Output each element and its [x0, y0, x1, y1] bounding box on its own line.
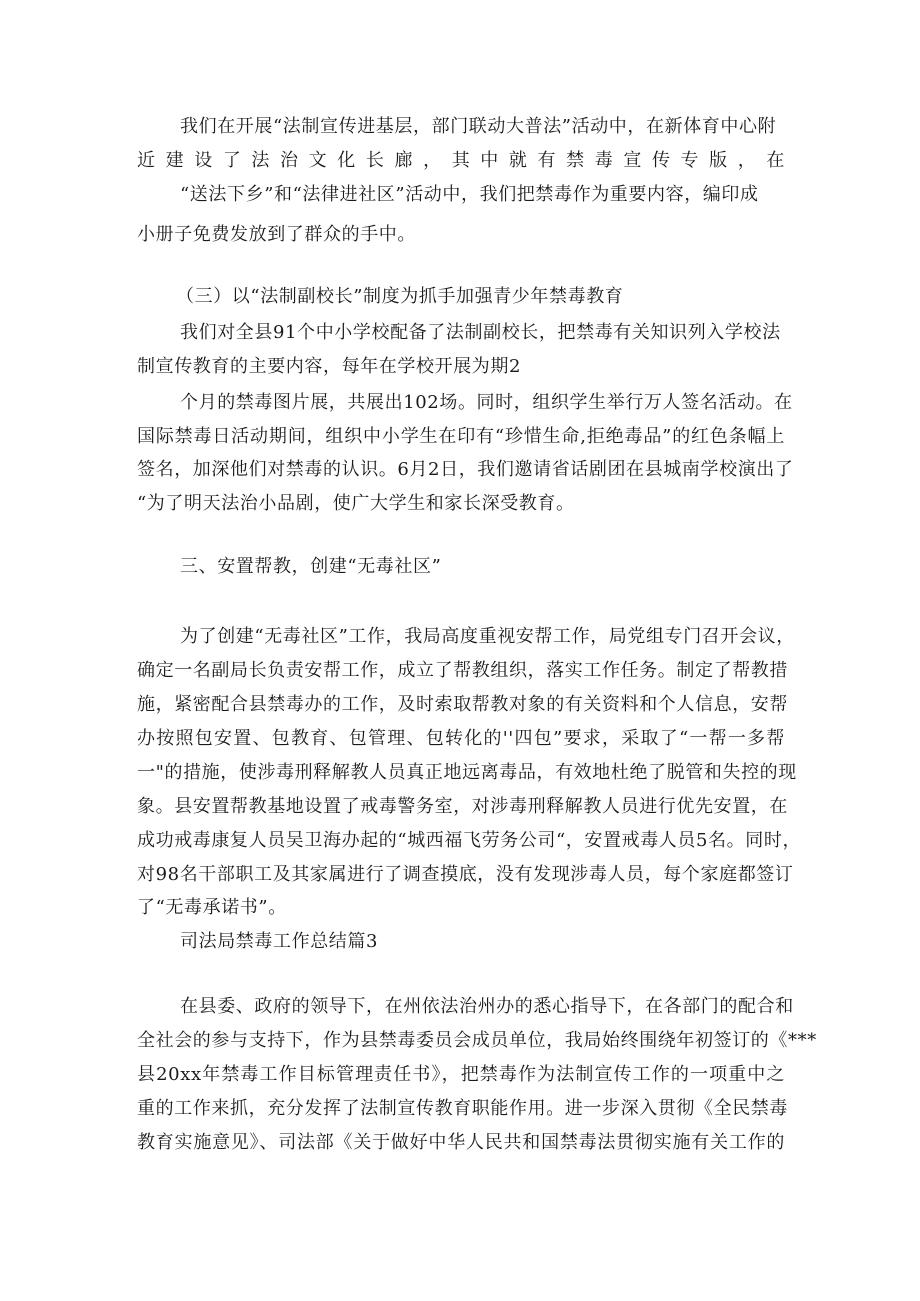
text-line: 施，紧密配合县禁毒办的工作，及时索取帮教对象的有关资料和个人信息，安帮	[137, 694, 788, 715]
text-line: 签名，加深他们对禁毒的认识。6月2日，我们邀请省话剧团在县城南学校演出了	[137, 459, 794, 480]
text-line: 重的工作来抓，充分发挥了法制宣传教育职能作用。进一步深入贯彻《全民禁毒	[137, 1098, 788, 1119]
text-line: 在县委、政府的领导下，在州依法治州办的悉心指导下，在各部门的配合和	[180, 996, 794, 1017]
text-line: 为了创建“无毒社区”工作，我局高度重视安帮工作，局党组专门召开会议，	[180, 626, 795, 647]
text-line: 县20xx年禁毒工作目标管理责任书》，把禁毒作为法制宣传工作的一项重中之	[137, 1064, 785, 1085]
text-line: 我们在开展“法制宣传进基层，部门联动大普法”活动中，在新体育中心附	[180, 116, 777, 137]
text-line: 办按照包安置、包教育、包管理、包转化的''四包”要求，采取了“一帮一多帮	[137, 728, 785, 749]
text-line: 确定一名副局长负责安帮工作，成立了帮教组织，落实工作任务。制定了帮教措	[137, 660, 788, 681]
section-heading: （三）以“法制副校长”制度为抓手加强青少年禁毒教育	[176, 286, 624, 307]
text-line: “为了明天法治小品剧，使广大学生和家长深受教育。	[137, 493, 575, 514]
section-heading: 三、安置帮教，创建“无毒社区”	[180, 556, 442, 577]
text-line: 全社会的参与支持下，作为县禁毒委员会成员单位，我局始终围绕年初签订的《***	[137, 1030, 817, 1051]
text-line: 近建设了法治文化长廊，其中就有禁毒宣传专版，在	[137, 150, 785, 171]
text-line: 象。县安置帮教基地设置了戒毒警务室，对涉毒刑释解教人员进行优先安置，在	[137, 796, 788, 817]
section-heading: 司法局禁毒工作总结篇3	[180, 931, 379, 952]
text-line: 了“无毒承诺书”。	[137, 897, 287, 918]
text-line: 教育实施意见》、司法部《关于做好中华人民共和国禁毒法贯彻实施有关工作的	[137, 1132, 785, 1153]
text-line: 成功戒毒康复人员吴卫海办起的“城西福飞劳务公司“，安置戒毒人员5名。同时，	[137, 830, 802, 851]
text-line: 国际禁毒日活动期间，组织中小学生在印有“珍惜生命,拒绝毒品”的红色条幅上	[137, 426, 785, 447]
text-line: 制宣传教育的主要内容，每年在学校开展为期2	[137, 356, 522, 377]
text-line: 对98名干部职工及其家属进行了调查摸底，没有发现涉毒人员，每个家庭都签订	[137, 864, 794, 885]
text-line: 一"的措施，使涉毒刑释解教人员真正地远离毒品，有效地杜绝了脱管和失控的现	[137, 762, 797, 783]
text-line: 小册子免费发放到了群众的手中。	[137, 224, 416, 245]
text-line: 我们对全县91个中小学校配备了法制副校长，把禁毒有关知识列入学校法	[180, 322, 781, 343]
text-line: 个月的禁毒图片展，共展出102场。同时，组织学生举行万人签名活动。在	[180, 392, 793, 413]
text-line: “送法下乡”和“法律进社区”活动中，我们把禁毒作为重要内容，编印成	[180, 184, 759, 205]
